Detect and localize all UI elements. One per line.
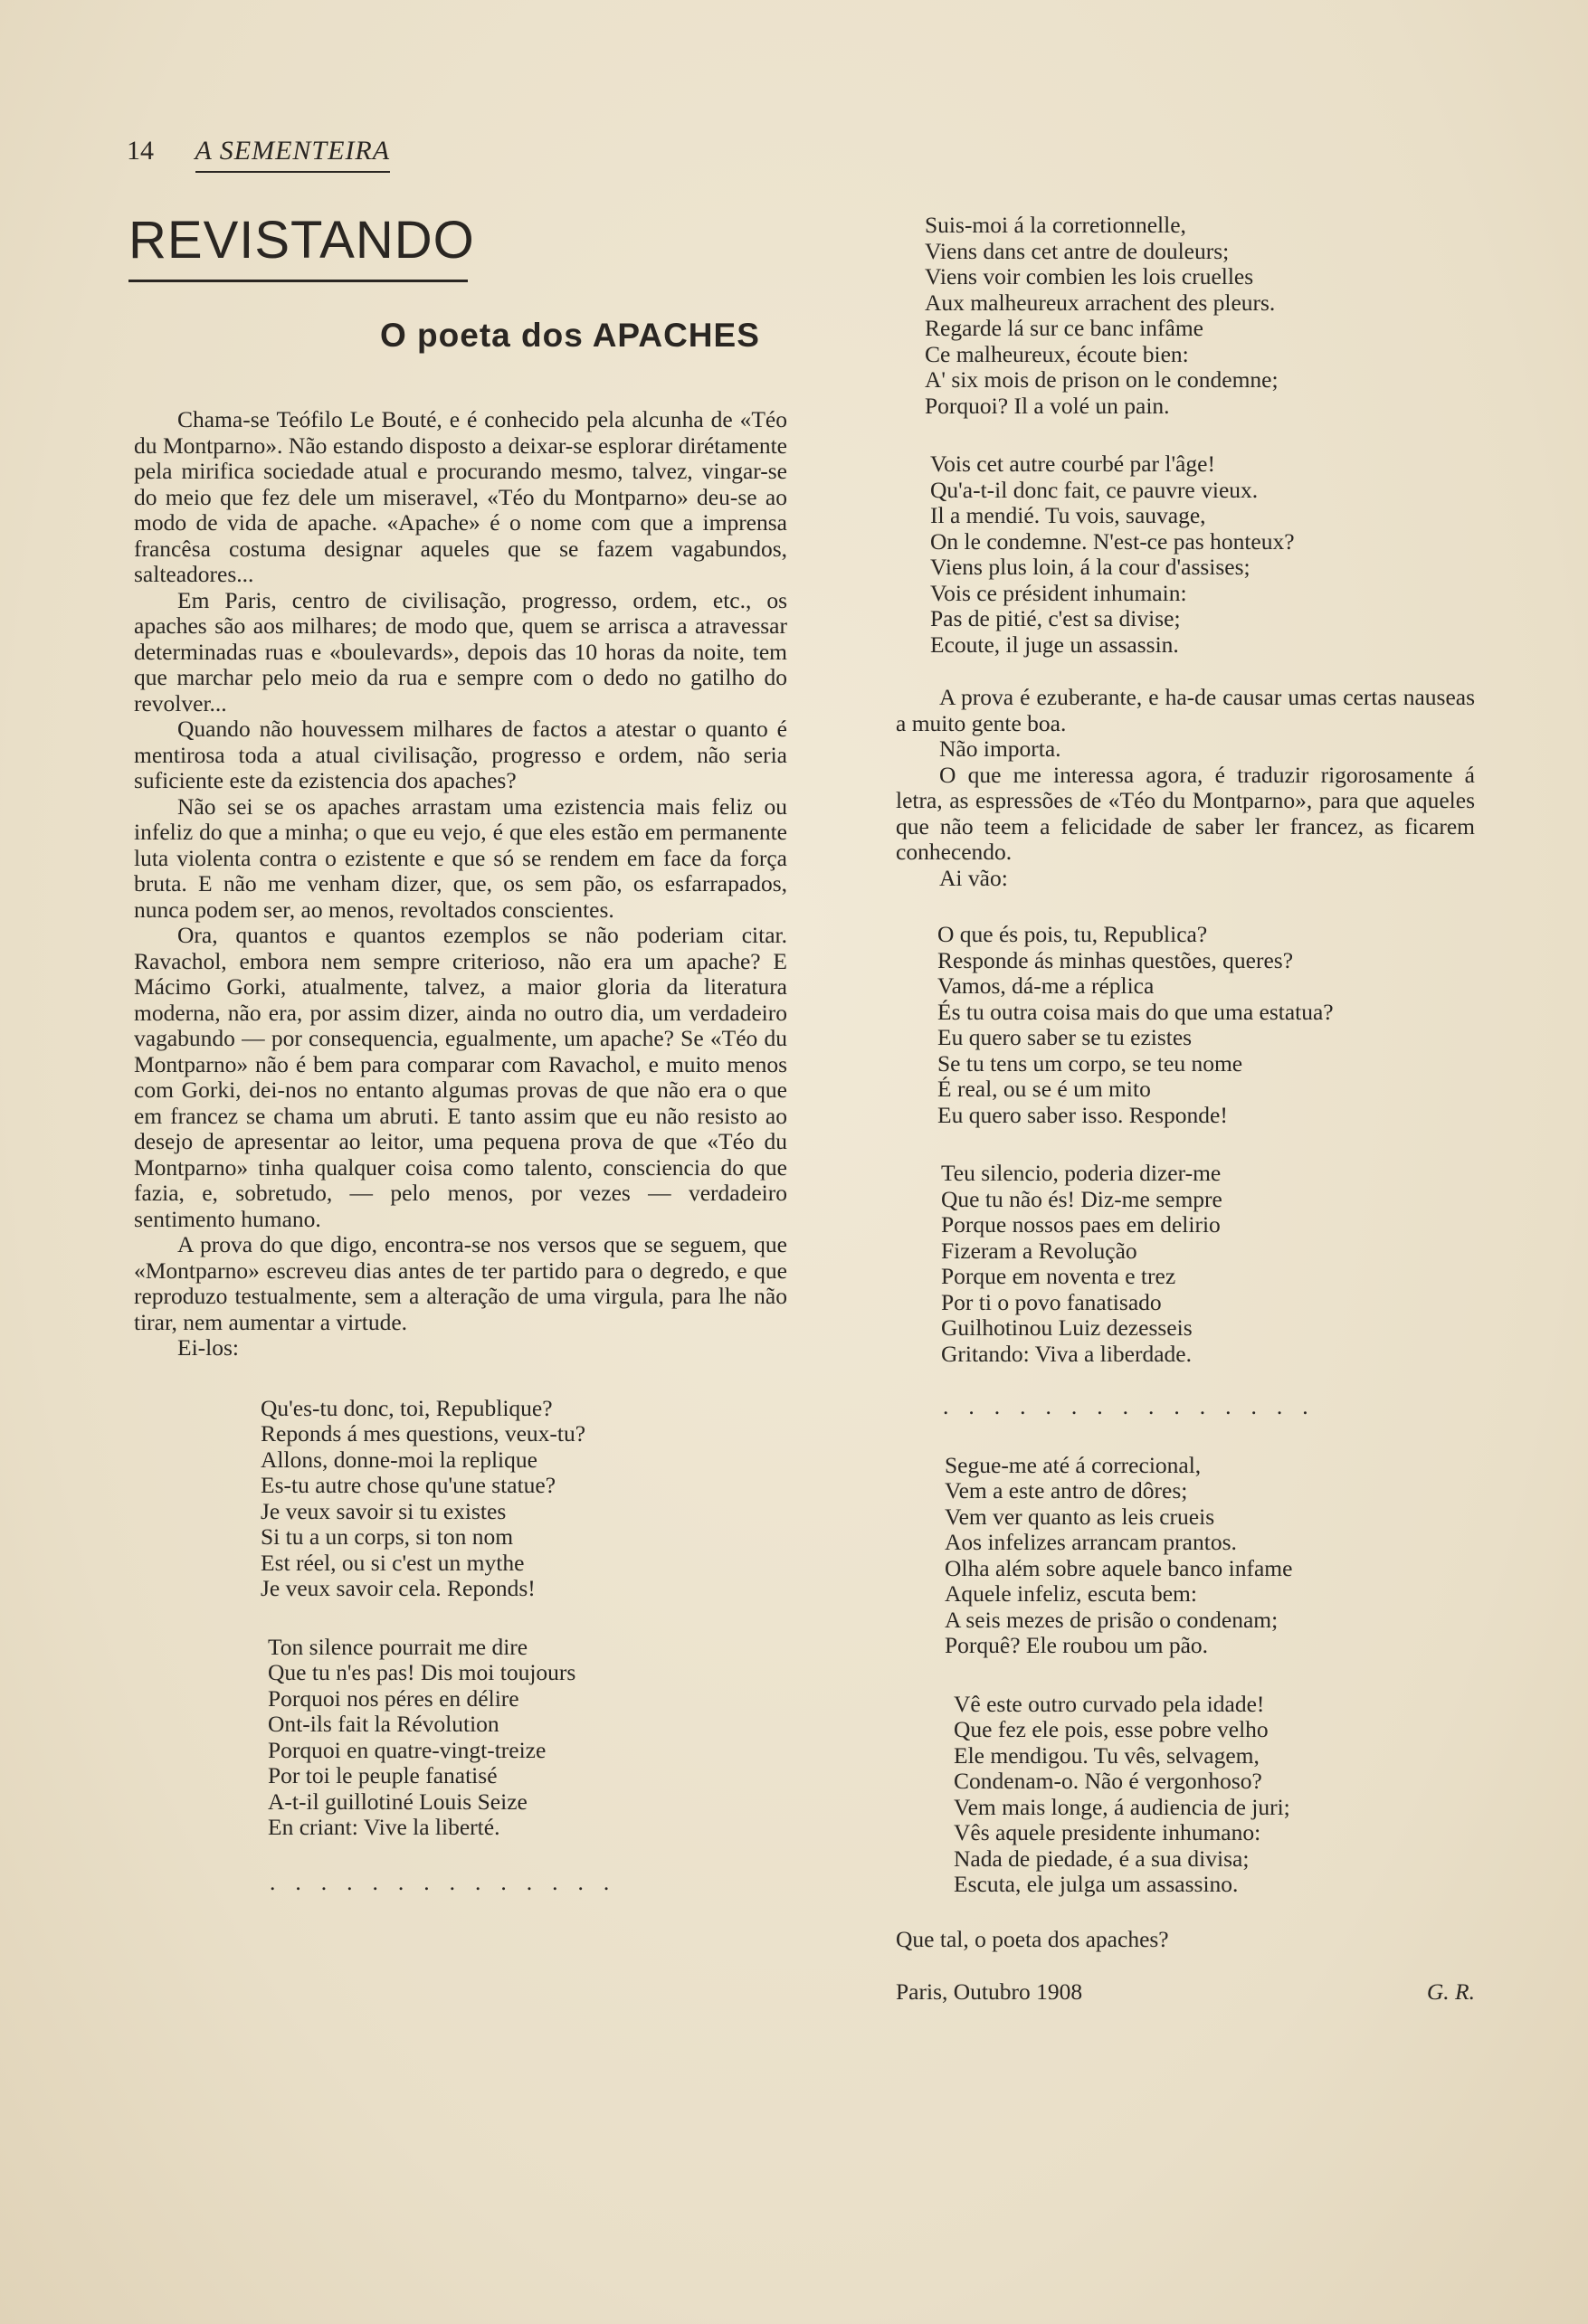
verse-line: Ecoute, il juge un assassin. <box>930 631 1179 658</box>
page-number: 14 <box>127 136 154 166</box>
verse-line: Vês aquele presidente inhumano: <box>954 1819 1261 1845</box>
ellipsis-separator: ............... <box>943 1393 1328 1419</box>
paragraph: A prova é ezuberante, e ha-de causar umas certas nauseas a muito gente boa. <box>896 684 1475 736</box>
verse-line: Gritando: Viva a liberdade. <box>941 1340 1192 1367</box>
french-stanza <box>261 1396 787 1602</box>
signature-line <box>896 1979 1475 2006</box>
verse-line: En criant: Vive la liberté. <box>268 1814 500 1840</box>
verse-line: Porquoi en quatre-vingt-treize <box>268 1736 547 1763</box>
verse-line: Aos infelizes arrancam prantos. <box>945 1529 1237 1555</box>
paragraph: Em Paris, centro de civilisação, progresso, ordem, etc., os apaches são aos milhares; de modo que, quem se arrisca a atravessar determinadas ruas e «boulevards», depois das 10 horas da noite, tem que marchar pelo meio da rua e sempre com o dedo no gatilho do revolver... <box>134 586 787 716</box>
verse-line: Condenam-o. Não é vergonhoso? <box>954 1768 1262 1794</box>
verse-line: Guilhotinou Luiz dezesseis <box>941 1314 1193 1341</box>
verse-line: Il a mendié. Tu vois, sauvage, <box>930 502 1206 528</box>
verse-line: Por toi le peuple fanatisé <box>268 1762 498 1788</box>
verse-line: Regarde lá sur ce banc infâme <box>925 315 1203 341</box>
verse-line: Eu quero saber se tu ezistes <box>937 1024 1193 1050</box>
french-stanza <box>268 1635 787 1841</box>
verse-line: Porque em noventa e trez <box>941 1263 1176 1289</box>
verse-line: Pas de pitié, c'est sa divise; <box>930 605 1181 631</box>
verse-line: Porque nossos paes em delirio <box>941 1211 1221 1238</box>
verse-line: Je veux savoir cela. Reponds! <box>261 1575 536 1601</box>
ellipsis-separator: .............. <box>270 1868 630 1895</box>
verse-line: Por ti o povo fanatisado <box>941 1288 1162 1315</box>
verse-line: Vois ce président inhumain: <box>930 579 1187 606</box>
verse-line: Aquele infeliz, escuta bem: <box>945 1580 1197 1607</box>
verse-line: Aux malheureux arrachent des pleurs. <box>925 289 1276 316</box>
verse-line: Nada de piedade, é a sua divisa; <box>954 1845 1250 1872</box>
verse-line: Vê este outro curvado pela idade! <box>954 1690 1265 1717</box>
paragraph: Ei-los: <box>177 1334 239 1361</box>
verse-line: Ce malheureux, écoute bien: <box>925 340 1189 367</box>
publication-title: A SEMENTEIRA <box>195 136 391 173</box>
verse-line: Vamos, dá-me a réplica <box>937 972 1155 999</box>
verse-line: Se tu tens um corpo, se teu nome <box>937 1049 1243 1077</box>
paragraph: Quando não houvessem milhares de factos a atestar o quanto é mentirosa toda a atual civilisação, progresso e ordem, não seria suficiente este da ezistencia dos apaches? <box>134 716 787 793</box>
portuguese-stanza <box>954 1692 1475 1898</box>
verse-line: Segue-me até á correcional, <box>945 1451 1202 1478</box>
verse-line: A-t-il guillotiné Louis Seize <box>268 1788 528 1815</box>
verse-line: Escuta, ele julga um assassino. <box>954 1871 1239 1897</box>
verse-line: Je veux savoir si tu existes <box>261 1497 507 1524</box>
verse-line: Vem a este antro de dôres; <box>945 1477 1188 1503</box>
paragraph: Ai vão: <box>939 864 1008 891</box>
verse-line: Que fez ele pois, esse pobre velho <box>954 1716 1269 1742</box>
verse-line: O que és pois, tu, Republica? <box>937 921 1208 947</box>
verse-line: Porquoi nos péres en délire <box>268 1684 519 1712</box>
verse-line: Que tu n'es pas! Dis moi toujours <box>268 1659 576 1685</box>
french-stanza <box>925 213 1475 419</box>
verse-line: Porquoi? Il a volé un pain. <box>925 392 1170 419</box>
paragraph: A prova do que digo, encontra-se nos versos que se seguem, que «Montparno» escreveu dias antes de ter partido para o degredo, e que reproduzo testualmente, sem a alteração de uma virgula, para lhe não tirar, nem aumentar a virtude. <box>134 1231 787 1335</box>
portuguese-stanza <box>937 922 1475 1128</box>
section-title: REVISTANDO <box>128 210 468 282</box>
verse-line: Porquê? Ele roubou um pão. <box>945 1632 1209 1658</box>
verse-line: Est réel, ou si c'est un mythe <box>261 1549 525 1576</box>
verse-line: Ont-ils fait la Révolution <box>268 1711 499 1737</box>
verse-line: Vois cet autre courbé par l'âge! <box>930 451 1215 477</box>
verse-line: Si tu a un corps, si ton nom <box>261 1523 514 1550</box>
french-stanza <box>930 451 1475 658</box>
place-date: Paris, Outubro 1908 <box>896 1978 1083 2005</box>
right-column <box>896 213 1475 2006</box>
verse-line: Ele mendigou. Tu vês, selvagem, <box>954 1741 1260 1769</box>
verse-line: Qu'a-t-il donc fait, ce pauvre vieux. <box>930 476 1259 503</box>
verse-line: Vem ver quanto as leis crueis <box>945 1503 1215 1530</box>
verse-line: Fizeram a Revolução <box>941 1237 1137 1264</box>
paragraph: Não sei se os apaches arrastam uma ezistencia mais feliz ou infeliz do que a minha; o que eu vejo, é que eles estão em permanente luta violenta contra o ezistente e que só se rendem em face da força bruta. E não me venham dizer, que, os sem pão, os esfarrapados, nunca podem ser, ao menos, revoltados conscientes. <box>134 792 787 923</box>
author-initials: G. R. <box>1426 1978 1475 2005</box>
verse-line: Viens voir combien les lois cruelles <box>925 263 1254 289</box>
verse-line: É real, ou se é um mito <box>937 1076 1151 1102</box>
verse-line: Eu quero saber isso. Responde! <box>937 1101 1228 1128</box>
verse-line: A' six mois de prison on le condemne; <box>925 366 1279 393</box>
portuguese-stanza <box>941 1161 1475 1367</box>
verse-line: Olha além sobre aquele banco infame <box>945 1554 1293 1581</box>
verse-line: Responde ás minhas questões, queres? <box>937 946 1294 973</box>
closing-question: Que tal, o poeta dos apaches? <box>896 1925 1169 1952</box>
verse-line: Que tu não és! Diz-me sempre <box>941 1185 1222 1212</box>
running-header <box>127 136 390 166</box>
verse-line: Viens plus loin, á la cour d'assises; <box>930 554 1250 580</box>
left-column <box>134 407 787 1895</box>
verse-line: És tu outra coisa mais do que uma estatua? <box>937 998 1334 1025</box>
paragraph: Chama-se Teófilo Le Bouté, e é conhecido pela alcunha de «Téo du Montparno». Não estando disposto a deixar-se esplorar dirétamente pela mirifica sociedade atual e procurando mesmo, talvez, vingar-se do meio que fez dele um miseravel, «Téo du Montparno» deu-se ao modo de vida de apache. «Apache» é o nome com que a imprensa francêsa costuma designar aqueles que se fazem vagabundos, salteadores... <box>134 406 787 587</box>
verse-line: Allons, donne-moi la replique <box>261 1446 537 1473</box>
paragraph: Ora, quantos e quantos ezemplos se não poderiam citar. Ravachol, embora nem sempre criterioso, não era um apache? E Mácimo Gorki, atualmente, talvez, a maior gloria da literatura moderna, não era, por assim dizer, ainda no outro dia, um verdadeiro vagabundo — por consequencia, egualmente, um apache? Se «Téo du Montparno» não é bem para comparar com Ravachol, e muito menos com Gorki, dei-nos no entanto algumas provas de que não era o que em francez se chama um abruti. E tanto assim que eu não resisto ao desejo de apresentar ao leitor, uma pequena prova de que «Téo du Montparno» tinha qualquer coisa como talento, consciencia do que fazia, e, sobretudo, — pelo menos, por vezes — verdadeiro sentimento humano. <box>134 922 787 1232</box>
paragraph: O que me interessa agora, é traduzir rigorosamente á letra, as espressões de «Téo du Montparno», para que aqueles que não teem a felicidade de saber ler francez, as ficarem conhecendo. <box>896 761 1475 865</box>
paragraph: Não importa. <box>939 735 1061 762</box>
verse-line: Suis-moi á la corretionnelle, <box>925 212 1186 238</box>
verse-line: Ton silence pourrait me dire <box>268 1633 528 1660</box>
verse-line: Vem mais longe, á audiencia de juri; <box>954 1793 1290 1820</box>
verse-line: Teu silencio, poderia dizer-me <box>941 1160 1222 1186</box>
verse-line: On le condemne. N'est-ce pas honteux? <box>930 527 1295 555</box>
verse-line: Es-tu autre chose qu'une statue? <box>261 1472 556 1498</box>
verse-line: A seis mezes de prisão o condenam; <box>945 1606 1279 1633</box>
verse-line: Viens dans cet antre de douleurs; <box>925 237 1230 264</box>
verse-line: Qu'es-tu donc, toi, Republique? <box>261 1394 553 1421</box>
verse-line: Reponds á mes questions, veux-tu? <box>261 1420 586 1447</box>
article-title: O poeta dos APACHES <box>380 317 760 354</box>
portuguese-stanza <box>945 1453 1475 1659</box>
